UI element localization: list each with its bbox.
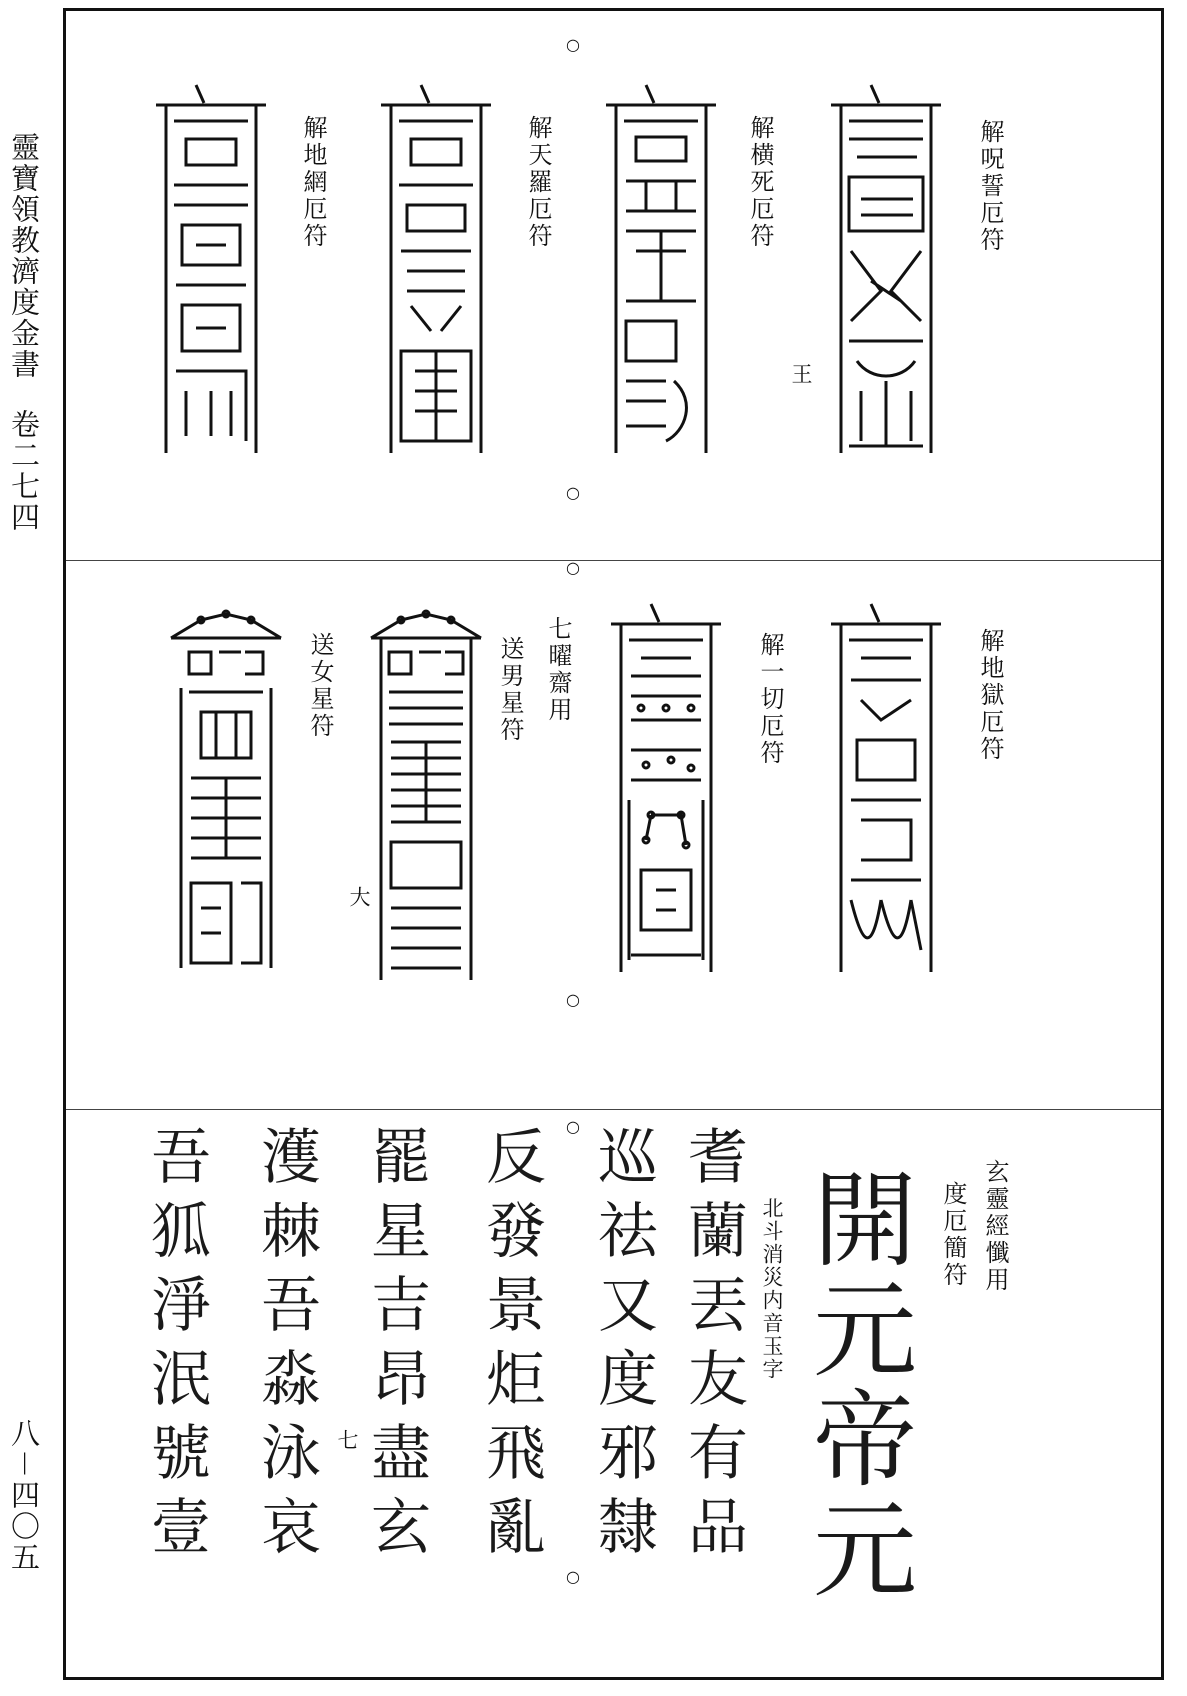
talisman-label-8: 送男星符 [496, 636, 524, 744]
seal-column-2: 巡祛又度邪隸 [588, 1125, 658, 1569]
talisman-seal-3 [371, 81, 501, 461]
running-title [6, 132, 42, 533]
seal-column-4: 罷星吉昂盡玄 [361, 1125, 431, 1569]
panel-middle [66, 560, 1161, 1110]
talisman-seal-7 [361, 608, 491, 988]
talisman-label-7: 七曜齋用 [544, 616, 572, 724]
talisman-seal-2 [596, 81, 726, 461]
talisman-label-10: 玄靈經懺用 [981, 1159, 1009, 1294]
talisman-label-4: 解地網厄符 [299, 115, 327, 250]
circle-mark: ○ [566, 35, 580, 54]
talisman-seal-5 [821, 600, 951, 980]
talisman-label-1: 解呪誓厄符 [976, 119, 1004, 254]
panel-top [66, 11, 1161, 561]
circle-mark: ○ [566, 558, 580, 577]
marginal-mark: 王 [789, 363, 813, 386]
page-number: 八－四〇五 [7, 1418, 41, 1574]
seal-column-6: 吾狐淨泯號壹 [141, 1125, 211, 1569]
talisman-seal-6 [601, 600, 731, 980]
panel-bottom [66, 1109, 1161, 1677]
talisman-seal-1 [821, 81, 951, 461]
talisman-label-9: 送女星符 [306, 632, 334, 740]
seal-column-3: 反發景炬飛亂 [476, 1125, 546, 1569]
talisman-label-12: 北斗消災内音玉字 [760, 1197, 784, 1381]
book-title: 靈寶領教濟度金書 [7, 132, 41, 380]
seal-column-1: 耆蘭丟友有品 [678, 1125, 748, 1569]
circle-mark: ○ [566, 1567, 580, 1586]
circle-mark: ○ [566, 1117, 580, 1136]
large-seal-glyphs: 開元帝元 [795, 1165, 917, 1605]
talisman-label-2: 解横死厄符 [746, 115, 774, 250]
talisman-label-5: 解地獄厄符 [976, 628, 1004, 763]
seal-column-5: 濩棘吾淼泳哀 [251, 1125, 321, 1569]
talisman-label-3: 解天羅厄符 [524, 115, 552, 250]
marginal-mark: 大 [347, 886, 371, 909]
page-frame [63, 8, 1164, 1680]
talisman-seal-4 [146, 81, 276, 461]
circle-mark: ○ [566, 483, 580, 502]
talisman-seal-8 [161, 608, 291, 988]
circle-mark: ○ [566, 990, 580, 1009]
talisman-label-6: 解一切厄符 [756, 632, 784, 767]
volume-number: 卷二七四 [7, 409, 41, 534]
talisman-label-11: 度厄簡符 [939, 1181, 967, 1289]
marginal-mark: 七 [335, 1429, 359, 1452]
